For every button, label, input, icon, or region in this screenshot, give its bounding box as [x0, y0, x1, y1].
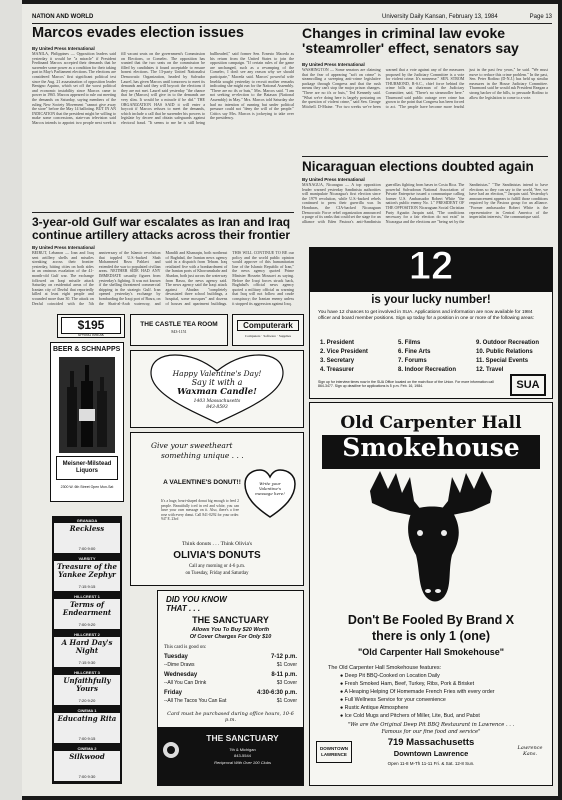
nicaragua-body: MANAGUA, Nicaragua — A top opposition leader warned yesterday Sandinista authorities will manipulate Nicaragua's first election since the 1979 revolution, while U.S.-backed rebels continued to press their guerrilla war. In Honduras, the CIA-backed Nicaraguan Democratic Force rebel organization announced a purge of its ranks that could set the stage for an alliance with Eden Pastora's anti-Sandinista guerrillas fighting from bases in Costa Rica. The powerful Salvadoran National Association of Private Enterprise issued a communique calling former U.S. Ambassador Robert White "the nation's public enemy No. 1." PRESIDENT OF THE OPPOSITION Nicaraguan Social Christian Party Agustin Jarquin said, "The conditions necessary for a fair election do not exist" in Nicaragua and the elections are "being set by the Sandinistas." "The Sandinistas intend to have elections so they can say to the world, 'See, we have had an election,'" Jarquin said. Yesterday's announcement appears to fulfill those conditions required by the Pastora group for an alliance. "Former ambassador Robert White is the representative in Central America of the imperialist interests," the communique said. — [302, 183, 548, 224]
carpenter-fooled: Don't Be Fooled By Brand X — [347, 613, 515, 627]
section-label: NATION AND WORLD — [32, 14, 94, 20]
show-times: 7:15 9:15 — [78, 584, 96, 589]
night-cover: $1 Cover — [276, 698, 297, 704]
newspaper-page — [22, 4, 558, 796]
sanctuary-footer — [158, 727, 303, 785]
sanctuary-q2: THAT . . . — [166, 604, 201, 613]
lawrence-logo: Lawrence Kans. — [517, 745, 543, 757]
gulf-body: BEIRUT, Lebanon — Iran and Iraq sent artillery shells and missiles streaking across their frontier yesterday, hitting cities on both sides in an ominous escalation of the 41-month-old Gulf war. The exchange followed an Iraqi missile attack Saturday on residential areas of the Iranian city of Dezful that reportedly killed at least eight people and wounded more than 30. The attack on Dezful coincided with the 5th anniversary of the Islamic revolution that toppled U.S.-backed Shah Mohammed Reza Pahlavi and extended the war to populated civilian areas. NEITHER SIDE HAD ANY IMMEDIATE casualty figures from yesterday's fighting. It was not known if the shelling threatened commercial shipping in the strategic Gulf. Iran opened yesterday's exchange by bombarding the Iraqi port of Basra, on the Shatt-al-Arab waterway, and Mandili and Khanaqin, both northeast of Baghdad, the Iranian news agency said in a dispatch from Tehran. Iraq retaliated five with a bombardment of the Iranian ports of Khorramshahr and Abadan, both just across the waterway from Basra, the news agency said. The news agency said the Iraqi attack against Abadan "completely devastated three school buildings, a hospital, some mosques" and dozens of houses and apartment buildings. THIS WILL CONTINUE TO BE our policy and the world public opinion would approve of this humanitarian line of the Islamic Republic of Iran," the news agency quoted Prime Minister Hossein Mousavi as saying. Before the Iraqi forces struck back, Baghdad's official news agency quoted a military official as warning that Iraq will not follow and crude conspiracy; the Iranian enemy unless it stopped its aggression against Iraq. — [32, 251, 294, 306]
night-desc: --All You Can Drink — [164, 680, 207, 686]
position-item: 2. Vice President — [320, 349, 368, 355]
marcos-headline: Marcos evades election issues — [32, 25, 244, 41]
feature-item — [340, 673, 440, 679]
divider — [302, 156, 548, 157]
moose-head-icon — [360, 471, 502, 605]
sanctuary-ad[interactable] — [157, 590, 304, 786]
movie-title: Terms of Endearment — [62, 600, 112, 617]
night-time: 4:30-6:30 p.m. — [256, 690, 297, 696]
night-day: Wednesday — [164, 672, 198, 678]
valentine-address: 1403 Massachusetts — [193, 399, 241, 404]
gulf-headline: 3-year-old Gulf war escalates as Iran and Iraq continue artillery attacks across their frontier — [32, 215, 291, 242]
position-item: 12. Travel — [476, 367, 504, 373]
carpenter-hours: Open 11-8 M-Th 11-11 Fri. & Sat. 12-8 Sun. — [387, 761, 475, 766]
night-day: Tuesday — [164, 654, 188, 660]
store-brand: Meisner-Milstead Liquors — [56, 456, 118, 480]
ad-subtext: SPRING BREAK — [77, 333, 105, 337]
feature-text: Rustic Antique Atmosphere — [344, 705, 409, 711]
show-times: 7:00 9:30 — [78, 774, 96, 779]
valentine-phone: 843-8593 — [206, 405, 228, 410]
theater-name: HILLCREST 3 — [54, 670, 120, 675]
night-row — [164, 654, 297, 670]
castle-phone: 843-1151 — [171, 329, 187, 334]
sanctuary-reciprocal: Reciprocal With Over 100 Clubs — [214, 760, 271, 765]
page-number: Page 13 — [529, 14, 552, 20]
position-item: 3. Secretary — [320, 358, 355, 364]
carpenter-claim-2: Famous for our fine food and service" — [381, 729, 481, 735]
nicaragua-byline: By United Press International — [302, 177, 365, 182]
divider — [32, 212, 294, 213]
heart-message: Write your Valentine's message here! — [255, 481, 285, 496]
theater-name: VARSITY — [54, 556, 120, 561]
carpenter-only: there is only 1 (one) — [371, 629, 491, 643]
donut-intro-1: Give your sweetheart — [151, 441, 233, 450]
movie-listing[interactable] — [54, 594, 120, 629]
position-item: 8. Indoor Recreation — [398, 367, 457, 373]
night-cover: $1 Cover — [276, 662, 297, 668]
position-item: 5. Films — [398, 340, 421, 346]
crime-byline: By United Press International — [302, 62, 365, 67]
crime-headline: Changes in criminal law evoke 'steamroller' effect, senators say — [302, 25, 519, 56]
feature-item — [340, 681, 474, 687]
feature-text: Ice Cold Mugs and Pitchers of Miller, Lite, Bud, and Pabst — [344, 713, 480, 719]
show-times: 7:00 9:20 — [78, 622, 96, 627]
night-desc: --Dime Draws — [164, 662, 195, 668]
sanctuary-phone: 843-5544 — [234, 753, 251, 758]
page-header — [32, 14, 552, 24]
sanctuary-logo-icon — [162, 741, 180, 759]
position-item: 4. Treasurer — [320, 367, 355, 373]
donut-title: A VALENTINE'S DONUT!! — [163, 479, 241, 486]
marcos-body: MANILA, Philippines — Opposition leaders said yesterday it would be "a miracle" if President Ferdinand Marcos accepted their demands that he surrender some power as a condition for their taking part in May's Parliament elections. The elections are considered Marcos' first significant political test since the Aug. 21 assassination of opposition leader Benigno Aquino, which set off the worst political and economic instability since Marcos came to power in 1965. Marcos appeared to rule out meeting the demands on Saturday, saying members of the ruling New Society Movement "cannot give away the store" before the May 14 balloting. BUT IN AN INDICATION that the president might be willing to make some concessions, state-run television said Marcos intends to appoint two people next week to fill vacant seats on the government's Commission on Elections, or Comelec. The opposition has wanted that the two seats on the commission be filled by candidates it found acceptable to ensure honest elections. The 13-party United Nationalist Democratic Organization, headed by Salvador Laurel, has given Marcos until tomorrow to meet its demands and said they will boycott the elections if they are not met. Laurel said yesterday "the chance that he (Marcos) will give in to the demands are very slim. It would be a miracle if he did." THE ORGANIZATION HAS SAID it will enter a boycott if Marcos refuses to meet the demands, which include a call that he surrender his powers to legislate by decree and obtain safeguards against electoral fraud. "It seems to me he is still being bullheaded," said former Sen. Ernesto Maceda as his return from the United States to join the opposition campaign. "If certain rules of the game are unchanged, such as a revamping of the Comelec, I don't see any reason why we should participate," Maceda said. Marcos' powerful wife Imelda sought yesterday to recruit mother remarks indicating she might run for the National Assembly. "There are no ifs or buts," Mrs. Marcos said. "I am not seeking re-election to the Batasan (National Assembly) in May." Mrs. Marcos told Saturday she had no intention of running but under political pressure could not "deny the will of the people." Critics say Mrs. Marcos is jockeying to take over the presidency. — [32, 52, 294, 125]
bullet-icon: ● — [340, 705, 345, 711]
theater-name: HILLCREST 1 — [54, 594, 120, 599]
movie-listing[interactable] — [54, 556, 120, 591]
valentine-product: Waxman Candle! — [177, 387, 257, 397]
donut-brand: OLIVIA'S DONUTS — [173, 550, 261, 561]
position-item: 10. Public Relations — [476, 349, 533, 355]
computerark-ad[interactable] — [232, 314, 304, 346]
sua-signup: Sign up for interview times now in the SUA Office located on the main floor of the Union. For more information call 864-3477. Sign up deadline for applications is 5 p.m. Feb. 16, 1984. — [318, 380, 494, 389]
movie-listing[interactable] — [54, 708, 120, 743]
night-day: Friday — [164, 690, 183, 696]
valentine-say: Say it with a — [191, 378, 243, 387]
movie-listings — [52, 516, 122, 784]
feature-text: Full Wellness Service for your convenience — [344, 697, 446, 703]
valentine-greeting: Happy Valentine's Day! — [172, 369, 262, 378]
nicaragua-headline: Nicaraguan elections doubted again — [302, 159, 534, 174]
feature-text: Fresh Smoked Ham, Beef, Turkey, Ribs, Pork & Brisket — [344, 681, 475, 687]
movie-title: Reckless — [69, 524, 105, 533]
theater-name: HILLCREST 2 — [54, 632, 120, 637]
sanctuary-footer-name: THE SANCTUARY — [206, 733, 279, 743]
sanctuary-allows: Allows You To Buy $20 Worth — [191, 627, 270, 633]
night-row — [164, 690, 297, 706]
sanctuary-q1: DID YOU KNOW — [166, 595, 227, 604]
movie-title: A Hard Day's Night — [61, 638, 113, 655]
show-times: 7:15 9:30 — [78, 660, 96, 665]
position-item: 7. Forums — [398, 358, 427, 364]
bullet-icon: ● — [340, 689, 345, 695]
movie-listing[interactable] — [54, 518, 120, 553]
feature-text: Deep Pit BBQ-Cooked on Location Daily — [344, 673, 440, 679]
movie-listing[interactable] — [54, 632, 120, 667]
bullet-icon: ● — [340, 713, 345, 719]
carpenter-claim: "We are the Original Deep Pit BBQ Restaurant in Lawrence . . . — [347, 722, 515, 728]
feature-item — [340, 705, 408, 711]
donut-intro-2: something unique . . . — [161, 451, 244, 460]
feature-text: A Heaping Helping Of Homemade French Fries with every order — [344, 689, 495, 695]
crime-body: WASHINGTON — Some senators are claiming that the fear of appearing "soft on crime" is steamrolling a sweeping anti-crime legislative package through Congress and that the rush means they can't stop the major prison changes. "There are no ifs or buts," Ted Kennedy said. "What we're doing here is largely posturing on the question of violent crime," said Sen. George Mitchell. D-Maine. "For two weeks we've been warned that a vote against any of the measures proposed by the Judiciary Committee is a vote for violent crime. It's nonsense." SEN. STROM THURMOND, R-S.C., chief force behind the crime bills as chairman of the Judiciary Committee, said, "There's no steamroller here." Thurmond said public outrage over crime has grown to the point that Congress has been forced to act. "The people have become more fearful just in the past few years," he said. "We must move to reduce this crime problem." In the past, Sen. Peter Rodino (D-N.J.) has held up similar measures in the House Judiciary Committee. Thurmond said he would ask President Reagan a strong backer of the bills, to persuade Rodino to allow the legislation to come to a vote. — [302, 68, 548, 109]
bullet-icon: ● — [340, 681, 345, 687]
sanctuary-note: Card must be purchased during office hours, 10-6 p.m. — [167, 711, 294, 723]
carpenter-brand: "Old Carpenter Hall Smokehouse" — [357, 647, 505, 657]
features-title: The Old Carpenter Hall Smokehouse features: — [328, 665, 442, 671]
sua-lucky: is your lucky number! — [371, 294, 491, 306]
show-times: 7:00 9:15 — [78, 736, 96, 741]
carpenter-top: Old Carpenter Hall — [340, 413, 522, 433]
position-item: 11. Special Events — [476, 358, 529, 364]
donut-days: on Tuesday, Friday and Saturday — [185, 571, 249, 576]
night-row — [164, 672, 297, 688]
feature-item — [340, 689, 495, 695]
night-cover: $3 Cover — [276, 680, 297, 686]
show-times: 7:00 9:00 — [78, 546, 96, 551]
donut-description: It's a huge, heart-shaped donut big enough to feed 2 people. Beautifully iced in red and white, you can have your own message on it. Also, there's a free rose with every donut. Call 841-0292 for your order. 947 E. 23rd — [161, 499, 239, 521]
page-gutter — [0, 0, 22, 800]
sanctuary-good-on: This card is good on: — [164, 645, 207, 650]
downtown-logo: DOWNTOWN LAWRENCE — [316, 741, 352, 763]
price-tag: $195 — [61, 317, 121, 334]
beer-ad-title: BEER & SCHNAPPS — [53, 346, 121, 353]
castle-title: THE CASTLE TEA ROOM — [140, 321, 218, 328]
position-item: 6. Fine Arts — [398, 349, 431, 355]
sua-number: 12 — [408, 247, 454, 288]
gulf-byline: By United Press International — [32, 245, 95, 250]
movie-title: Treasure of the Yankee Zephyr — [57, 562, 117, 579]
show-times: 7:20 9:20 — [78, 698, 96, 703]
carpenter-hall-ad[interactable] — [309, 402, 553, 786]
feature-item — [340, 713, 480, 719]
theater-name: GRANADA — [54, 518, 120, 523]
position-item: 1. President — [320, 340, 355, 346]
night-time: 8-11 p.m. — [271, 672, 297, 678]
waxman-candle-ad[interactable] — [130, 350, 304, 428]
sanctuary-address: 7th & Michigan — [229, 747, 256, 752]
movie-listing[interactable] — [54, 746, 120, 781]
donut-call: Call any morning or 4-6 p.m. — [188, 564, 246, 569]
bullet-icon: ● — [340, 673, 345, 679]
theater-name: CINEMA 2 — [54, 746, 120, 751]
travel-ad[interactable] — [57, 314, 125, 338]
store-address: 2300 W. 6th Street Open Mon-Sat — [60, 485, 114, 489]
carpenter-area: Downtown Lawrence — [393, 749, 469, 758]
computerark-title: Computerark — [237, 320, 299, 331]
carpenter-big: Smokehouse — [342, 433, 520, 462]
movie-title: Educating Rita — [57, 714, 117, 723]
night-time: 7-12 p.m. — [270, 654, 297, 660]
marcos-byline: By United Press International — [32, 46, 95, 51]
donut-tagline: Think donuts . . . Think Olivia's — [181, 541, 253, 547]
sanctuary-allows-2: Of Cover Charges For Only $10 — [189, 634, 272, 640]
bottles-illustration — [59, 357, 115, 453]
movie-title: Unfaithfully Yours — [63, 676, 111, 693]
movie-listing[interactable] — [54, 670, 120, 705]
paper-dateline: University Daily Kansan, February 13, 1984 — [382, 14, 498, 20]
carpenter-address: 719 Massachusetts — [387, 737, 475, 748]
sanctuary-name: THE SANCTUARY — [192, 615, 269, 625]
movie-title: Silkwood — [69, 752, 105, 761]
castle-tea-room-ad[interactable] — [130, 314, 228, 346]
sua-logo: SUA — [510, 374, 546, 396]
computerark-lines: Computers · Software · Supplies — [245, 334, 291, 338]
night-desc: --All The Tacos You Can Eat — [164, 698, 227, 704]
sua-intro: You have 12 chances to get involved in SUA. Applications and information are now available for 1984 officer and board member positions. Sign up today for a position in one or more of the following areas: — [318, 310, 535, 321]
theater-name: CINEMA 1 — [54, 708, 120, 713]
bullet-icon: ● — [340, 697, 345, 703]
olivias-donuts-ad[interactable] — [130, 432, 304, 586]
beer-schnapps-ad[interactable] — [50, 342, 124, 502]
feature-item — [340, 697, 446, 703]
sua-ad[interactable] — [309, 247, 553, 399]
position-item: 9. Outdoor Recreation — [476, 340, 540, 346]
